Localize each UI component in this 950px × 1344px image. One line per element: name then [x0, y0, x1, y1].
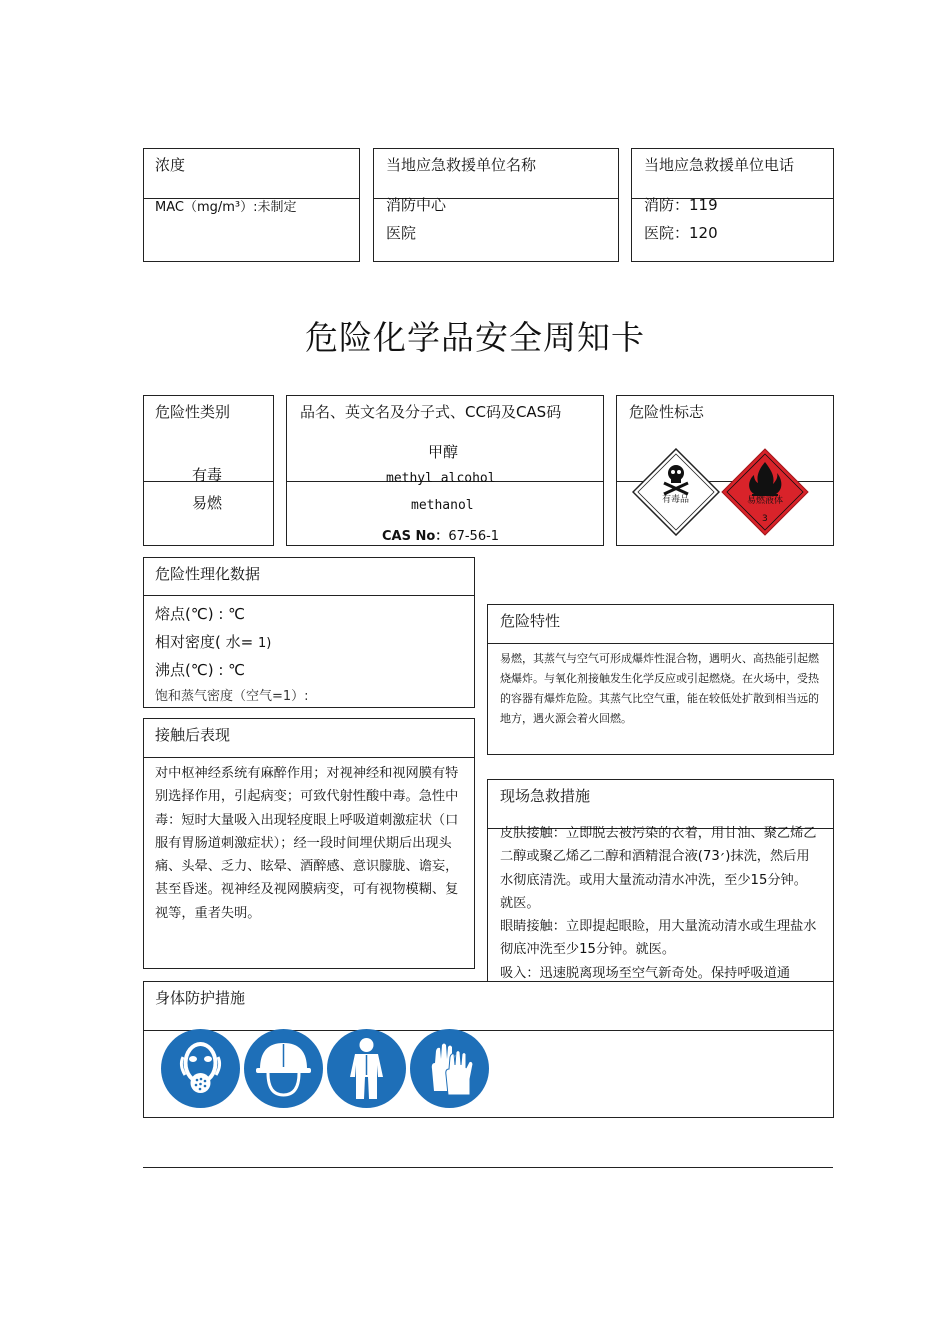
physchem-divider: [143, 595, 475, 596]
cas-number: [382, 525, 499, 544]
relative-density-label: 相对密度( 水=: [155, 633, 254, 651]
hazard-class-header: 危险性类别: [155, 403, 231, 421]
rescue-unit-hospital: 医院: [386, 224, 417, 242]
protection-divider: [143, 1030, 834, 1031]
relative-density-value: 1): [257, 636, 272, 651]
symptoms-text: 对中枢神经系统有麻醉作用；对视神经和视网膜有特别选择作用，引起病变；可致代射性酸中毒。急性中毒：短时大量吸入出现轻度眼上呼吸道刺激症状（口服有胃肠道刺激症状）；经一段时间埋伏期后出现头痛、头晕、乏力、眩晕、酒醉感、意识朦胧、谵妄，甚至昏迷。视神经及视网膜病变，可有视物模糊、复视等，重者失明。: [155, 766, 459, 921]
first-aid-header: 现场急救措施: [500, 787, 591, 805]
product-en-name-2: methanol: [411, 498, 474, 513]
safety-helmet-icon: [244, 1029, 323, 1108]
product-header: 品名、英文名及分子式、CC码及CAS码: [300, 403, 562, 421]
rescue-phone-fire: 消防：119: [644, 196, 718, 214]
first-aid-inhale: 吸入：迅速脱离现场至空气新奇处。保持呼吸道通: [500, 965, 791, 980]
hazard-mark-header: 危险性标志: [629, 403, 705, 421]
protective-gloves-icon: [410, 1029, 489, 1108]
concentration-value: MAC（mg/m³）:未制定: [155, 200, 297, 215]
flammable-hazard-sign: [721, 448, 809, 536]
physchem-header: 危险性理化数据: [155, 565, 261, 583]
page-title: 危险化学品安全周知卡: [305, 318, 645, 357]
flammable-class: 3: [762, 514, 768, 524]
hazard-props-clip: [500, 649, 826, 729]
first-aid-text: [500, 822, 820, 980]
symptoms-divider: [143, 757, 475, 758]
gas-mask-icon: [161, 1029, 240, 1108]
toxic-label: 有毒品: [662, 495, 690, 505]
rescue-phone-hospital: 医院：120: [644, 224, 718, 242]
protection-cell: [143, 981, 834, 1118]
product-en-name: methyl alcohol: [386, 471, 496, 486]
protection-header: 身体防护措施: [155, 989, 246, 1007]
toxic-hazard-sign: [632, 448, 720, 536]
rescue-unit-fire: 消防中心: [386, 196, 447, 214]
rescue-phone-header: 当地应急救援单位电话: [644, 156, 795, 174]
hazard-props-header: 危险特性: [500, 612, 561, 630]
product-cn-name: 甲醇: [428, 443, 459, 461]
hazard-class-flammable: 易燃: [192, 494, 223, 512]
vapor-density: 饱和蒸气密度（空气=1）:: [155, 689, 309, 704]
first-aid-skin: 皮肤接触：立即脱去被污染的衣着，用甘油、聚乙烯乙二醇或聚乙烯乙二醇和酒精混合液(7׳3)抹洗，然后用水彻底清洗。或用大量流动清水冲洗，至少15分钟。就医。: [500, 826, 817, 911]
cas-value: 67-56-1: [448, 529, 500, 544]
boiling-point: 沸点(℃) : ℃: [155, 661, 245, 679]
bottom-rule: [143, 1167, 833, 1168]
rescue-unit-header: 当地应急救援单位名称: [386, 156, 537, 174]
hazard-props-divider: [487, 643, 834, 644]
protective-suit-icon: [327, 1029, 406, 1108]
relative-density: [155, 631, 271, 652]
first-aid-clip: [500, 822, 820, 980]
melting-point: 熔点(℃) : ℃: [155, 605, 245, 623]
first-aid-eyes: 眼睛接触：立即提起眼睑，用大量流动清水或生理盐水彻底冲洗至少15分钟。就医。: [500, 919, 817, 958]
symptoms-header: 接触后表现: [155, 726, 231, 744]
hazard-props-text: 易燃，其蒸气与空气可形成爆炸性混合物，遇明火、高热能引起燃烧爆炸。与氧化剂接触发生化学反应或引起燃烧。在火场中，受热的容器有爆炸危险。其蒸气比空气重，能在较低处扩散到相当远的地方，遇火源会着火回燃。: [500, 652, 819, 725]
hazard-class-toxic: 有毒: [192, 466, 223, 484]
concentration-header: 浓度: [155, 156, 186, 174]
flammable-label: 易燃液体: [747, 496, 784, 506]
cas-label: CAS No：: [382, 529, 449, 544]
